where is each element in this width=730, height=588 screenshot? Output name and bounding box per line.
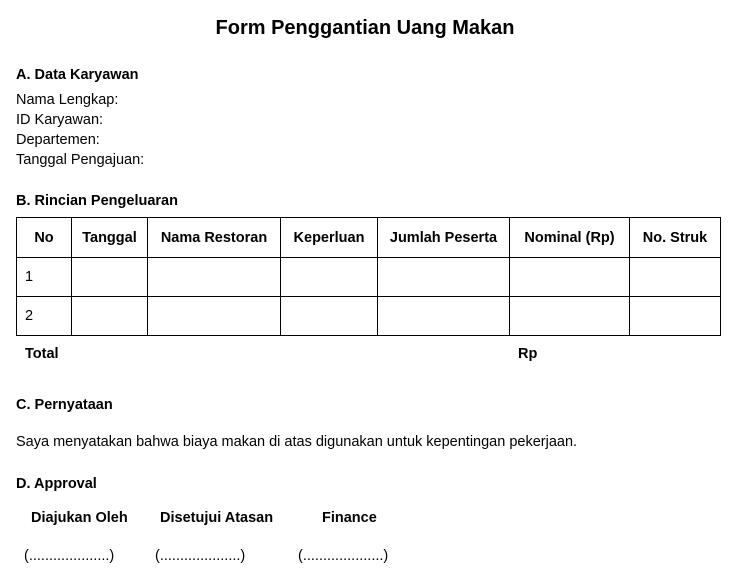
cell-restaurant [148, 297, 281, 336]
signature-line-approved-by-supervisor: (....................) [155, 548, 246, 564]
employee-field-list [16, 90, 144, 170]
total-label: Total [25, 346, 59, 362]
column-header-participants: Jumlah Peserta [378, 218, 510, 258]
cell-date [72, 297, 148, 336]
approval-role-finance: Finance [322, 510, 377, 526]
signature-line-submitted-by: (....................) [24, 548, 115, 564]
table-row [17, 258, 721, 297]
cell-no: 2 [17, 297, 72, 336]
cell-receipt-no [630, 297, 721, 336]
section-heading-employee: A. Data Karyawan [16, 67, 139, 83]
total-currency: Rp [518, 346, 538, 362]
cell-amount [510, 258, 630, 297]
column-header-receipt-no: No. Struk [630, 218, 721, 258]
cell-amount [510, 297, 630, 336]
column-header-restaurant: Nama Restoran [148, 218, 281, 258]
form-title: Form Penggantian Uang Makan [215, 17, 515, 39]
cell-participants [378, 297, 510, 336]
cell-date [72, 258, 148, 297]
cell-receipt-no [630, 258, 721, 297]
column-header-no: No [17, 218, 72, 258]
section-heading-statement: C. Pernyataan [16, 397, 113, 413]
column-header-date: Tanggal [72, 218, 148, 258]
field-submission-date: Tanggal Pengajuan: [16, 152, 145, 168]
cell-no: 1 [17, 258, 72, 297]
approval-role-approved-by-supervisor: Disetujui Atasan [160, 510, 274, 526]
cell-purpose [281, 297, 378, 336]
section-heading-expenses: B. Rincian Pengeluaran [16, 193, 178, 209]
field-full-name: Nama Lengkap: [16, 92, 119, 108]
expense-table [16, 217, 721, 336]
approval-role-submitted-by: Diajukan Oleh [31, 510, 128, 526]
cell-restaurant [148, 258, 281, 297]
signature-line-finance: (....................) [298, 548, 389, 564]
field-department: Departemen: [16, 132, 100, 148]
table-row [17, 297, 721, 336]
table-header-row [17, 218, 721, 258]
field-employee-id: ID Karyawan: [16, 112, 104, 128]
cell-participants [378, 258, 510, 297]
statement-text: Saya menyatakan bahwa biaya makan di atas digunakan untuk kepentingan pekerjaan. [16, 434, 578, 450]
section-heading-approval: D. Approval [16, 476, 97, 492]
cell-purpose [281, 258, 378, 297]
column-header-purpose: Keperluan [281, 218, 378, 258]
column-header-amount: Nominal (Rp) [510, 218, 630, 258]
